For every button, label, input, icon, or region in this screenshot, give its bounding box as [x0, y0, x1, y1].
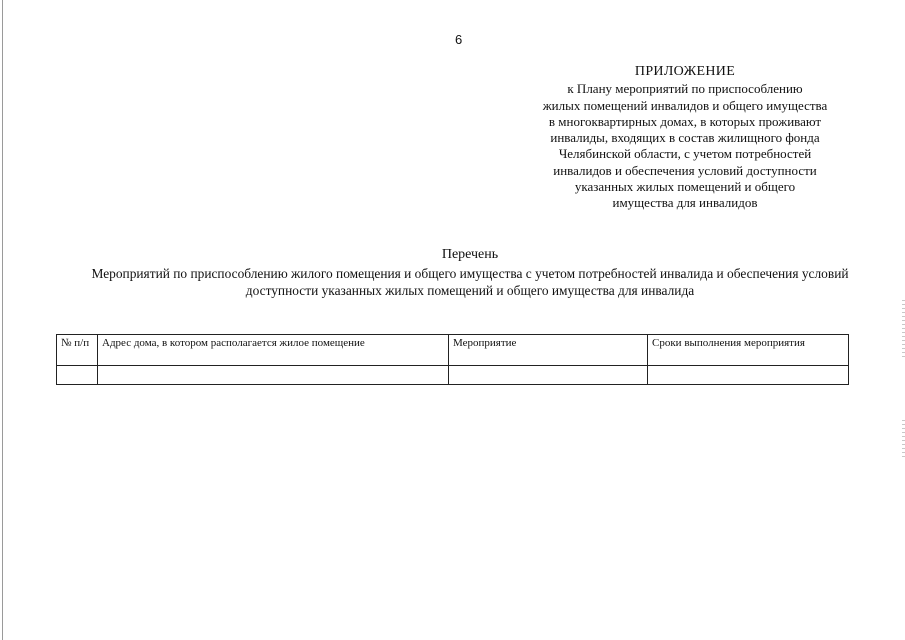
- column-header-measure: Мероприятие: [449, 335, 648, 366]
- column-header-deadline: Сроки выполнения мероприятия: [648, 335, 849, 366]
- appendix-line: Челябинской области, с учетом потребностей: [558, 146, 812, 162]
- appendix-title: ПРИЛОЖЕНИЕ: [634, 64, 736, 79]
- column-header-number: № п/п: [57, 335, 98, 366]
- appendix-line: инвалиды, входящих в состав жилищного фонда: [550, 130, 820, 146]
- appendix-line: в многоквартирных домах, в которых проживают: [548, 113, 822, 129]
- table-row: [57, 366, 849, 385]
- table-cell: [57, 366, 98, 385]
- appendix-line: имущества для инвалидов: [612, 195, 758, 211]
- page-number: 6: [455, 32, 463, 47]
- column-header-address: Адрес дома, в котором располагается жилое помещение: [98, 335, 449, 366]
- appendix-line: указанных жилых помещений и общего: [574, 179, 796, 195]
- appendix-line: жилых помещений инвалидов и общего имущества: [542, 97, 828, 113]
- measures-table: [56, 334, 849, 385]
- table-cell: [449, 366, 648, 385]
- list-title: Перечень: [441, 247, 499, 262]
- table-cell: [648, 366, 849, 385]
- appendix-line: к Плану мероприятий по приспособлению: [567, 81, 803, 97]
- table-header-row: [57, 335, 849, 366]
- page-left-edge: [2, 0, 3, 640]
- appendix-line: инвалидов и обеспечения условий доступности: [553, 162, 817, 178]
- appendix-block: [505, 64, 865, 212]
- list-subtitle: Мероприятий по приспособлению жилого помещения и общего имущества с учетом потребностей инвалида и обеспечения условий доступности указанных жилых помещений и общего имущества для инвалида: [91, 266, 849, 298]
- table-cell: [98, 366, 449, 385]
